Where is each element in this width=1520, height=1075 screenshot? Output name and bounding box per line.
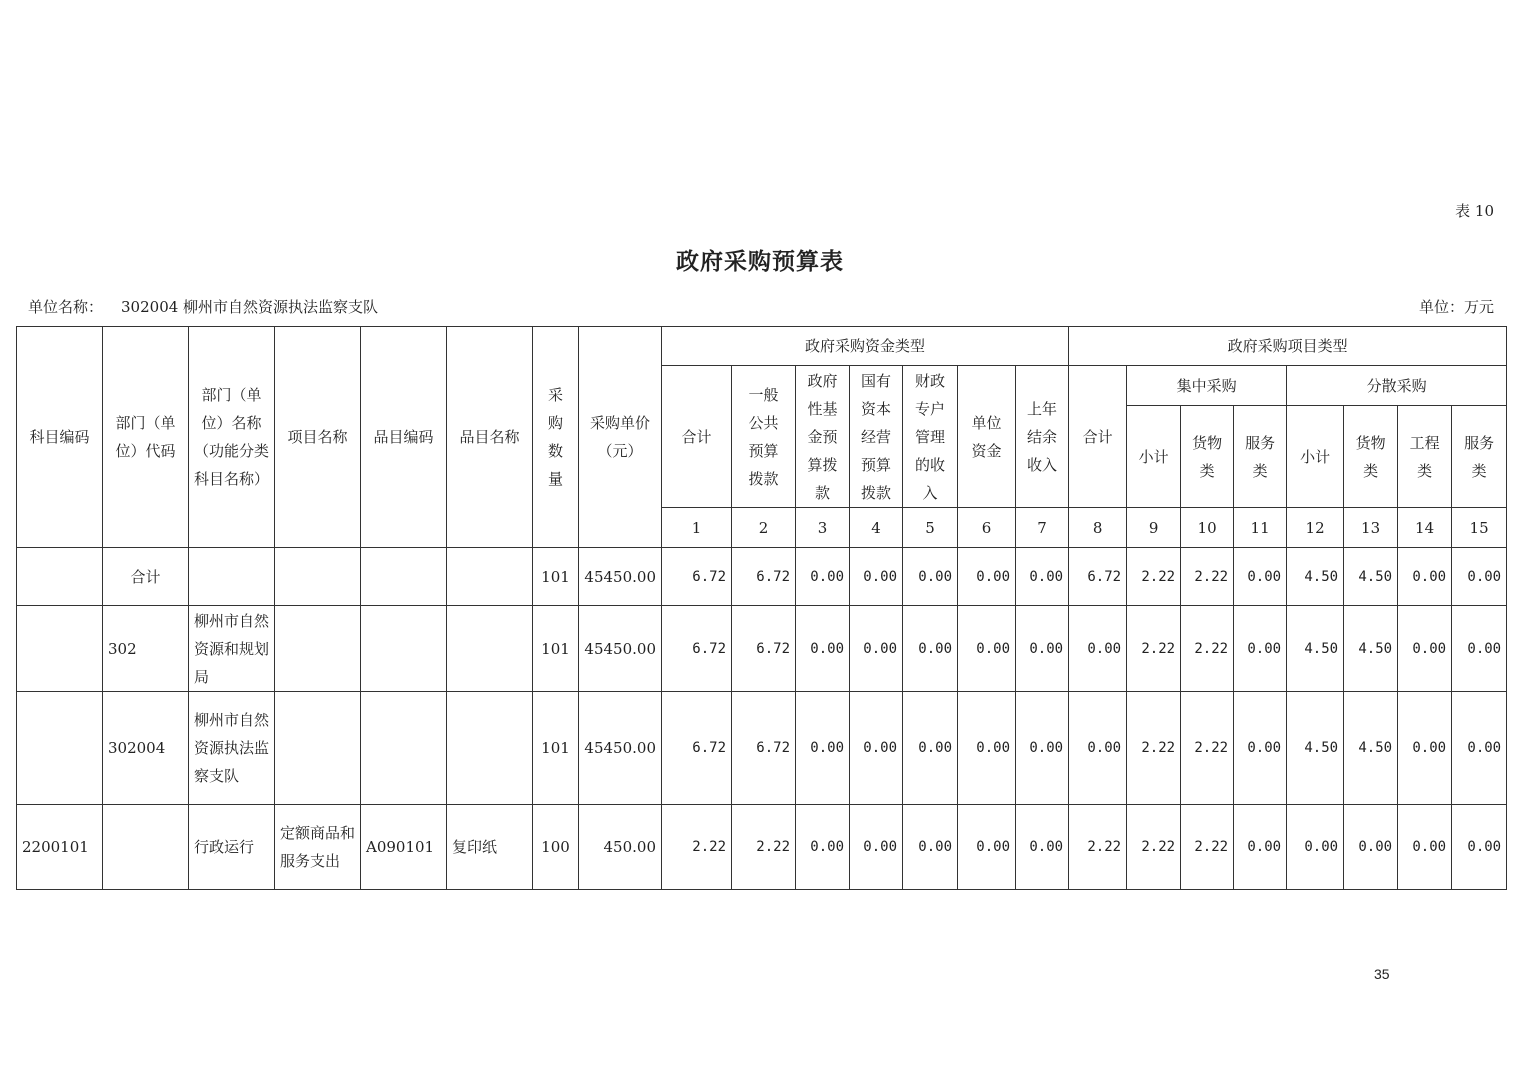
header-state-capital: 国有资本经营预算拨款	[850, 366, 903, 508]
cell-value: 6.72	[662, 606, 732, 692]
cell-quantity: 101	[533, 548, 579, 606]
cell-value: 0.00	[958, 606, 1016, 692]
header-decentralized: 分散采购	[1287, 366, 1507, 406]
cell-value: 4.50	[1344, 606, 1398, 692]
cell-value: 0.00	[958, 692, 1016, 805]
cell-value: 6.72	[1069, 548, 1127, 606]
header-proj-total: 合计	[1069, 366, 1127, 508]
cell-value: 0.00	[850, 805, 903, 890]
cell-value: 0.00	[1016, 805, 1069, 890]
cell-subject-code	[17, 692, 103, 805]
header-quantity: 采购数量	[533, 327, 579, 548]
table-row	[17, 805, 1507, 890]
cell-value: 0.00	[1016, 692, 1069, 805]
procurement-budget-table	[16, 326, 1507, 890]
header-dept-name: 部门（单位）名称（功能分类科目名称）	[189, 327, 275, 548]
cell-value: 0.00	[1452, 692, 1507, 805]
cell-value: 0.00	[903, 548, 958, 606]
cell-value: 0.00	[1234, 548, 1287, 606]
cell-value: 0.00	[850, 606, 903, 692]
cell-value: 0.00	[1398, 548, 1452, 606]
column-number: 8	[1069, 508, 1127, 548]
column-number: 10	[1181, 508, 1234, 548]
header-prior-balance: 上年结余收入	[1016, 366, 1069, 508]
cell-quantity: 100	[533, 805, 579, 890]
cell-dept-code: 302004	[103, 692, 189, 805]
table-row	[17, 692, 1507, 805]
cell-unit-price: 45450.00	[579, 548, 662, 606]
header-d-services: 服务类	[1452, 406, 1507, 508]
cell-item-code	[361, 606, 447, 692]
cell-value: 6.72	[662, 692, 732, 805]
cell-value: 2.22	[1181, 805, 1234, 890]
cell-project-name: 定额商品和服务支出	[275, 805, 361, 890]
cell-item-code	[361, 548, 447, 606]
column-number: 5	[903, 508, 958, 548]
cell-value: 0.00	[958, 805, 1016, 890]
cell-value: 0.00	[1234, 606, 1287, 692]
cell-value: 2.22	[1127, 692, 1181, 805]
cell-value: 0.00	[1016, 606, 1069, 692]
column-number: 9	[1127, 508, 1181, 548]
column-number: 12	[1287, 508, 1344, 548]
cell-dept-name	[189, 548, 275, 606]
cell-value: 2.22	[1127, 548, 1181, 606]
header-fund-total: 合计	[662, 366, 732, 508]
cell-item-name	[447, 606, 533, 692]
header-c-goods: 货物类	[1181, 406, 1234, 508]
column-number: 13	[1344, 508, 1398, 548]
column-number: 1	[662, 508, 732, 548]
table-row	[17, 606, 1507, 692]
cell-value: 2.22	[1127, 606, 1181, 692]
cell-value: 0.00	[1234, 805, 1287, 890]
column-number: 11	[1234, 508, 1287, 548]
cell-value: 0.00	[796, 805, 850, 890]
cell-item-code: A090101	[361, 805, 447, 890]
cell-subject-code: 2200101	[17, 805, 103, 890]
cell-value: 0.00	[850, 692, 903, 805]
cell-value: 0.00	[1452, 606, 1507, 692]
column-number: 3	[796, 508, 850, 548]
header-gov-fund: 政府性基金预算拨款	[796, 366, 850, 508]
cell-value: 0.00	[903, 692, 958, 805]
table-number: 表 10	[1455, 202, 1494, 220]
page-number: 35	[1374, 966, 1390, 982]
cell-value: 4.50	[1287, 606, 1344, 692]
header-project-name: 项目名称	[275, 327, 361, 548]
cell-item-name	[447, 692, 533, 805]
column-number: 7	[1016, 508, 1069, 548]
cell-item-name	[447, 548, 533, 606]
cell-project-name	[275, 692, 361, 805]
cell-value: 0.00	[1287, 805, 1344, 890]
header-c-services: 服务类	[1234, 406, 1287, 508]
header-general-budget: 一般公共预算拨款	[732, 366, 796, 508]
cell-dept-name: 柳州市自然资源执法监察支队	[189, 692, 275, 805]
cell-value: 0.00	[958, 548, 1016, 606]
cell-value: 0.00	[796, 606, 850, 692]
column-number: 15	[1452, 508, 1507, 548]
cell-unit-price: 45450.00	[579, 606, 662, 692]
cell-value: 2.22	[1069, 805, 1127, 890]
cell-value: 0.00	[1398, 606, 1452, 692]
cell-value: 0.00	[1016, 548, 1069, 606]
cell-dept-code	[103, 805, 189, 890]
column-number: 6	[958, 508, 1016, 548]
cell-dept-code: 合计	[103, 548, 189, 606]
unit-name-label: 单位名称：	[28, 298, 104, 316]
header-unit-price: 采购单价（元）	[579, 327, 662, 548]
cell-subject-code	[17, 606, 103, 692]
cell-value: 0.00	[1398, 805, 1452, 890]
cell-value: 2.22	[1181, 548, 1234, 606]
column-number: 2	[732, 508, 796, 548]
cell-unit-price: 45450.00	[579, 692, 662, 805]
unit-name-line	[28, 296, 378, 317]
cell-item-name: 复印纸	[447, 805, 533, 890]
cell-project-name	[275, 606, 361, 692]
cell-value: 0.00	[1069, 606, 1127, 692]
cell-value: 2.22	[662, 805, 732, 890]
cell-value: 0.00	[903, 606, 958, 692]
cell-value: 2.22	[1181, 692, 1234, 805]
header-dept-code: 部门（单位）代码	[103, 327, 189, 548]
cell-value: 0.00	[903, 805, 958, 890]
page-title: 政府采购预算表	[676, 248, 844, 275]
table-row	[17, 548, 1507, 606]
header-d-goods: 货物类	[1344, 406, 1398, 508]
cell-item-code	[361, 692, 447, 805]
header-item-code: 品目编码	[361, 327, 447, 548]
cell-subject-code	[17, 548, 103, 606]
cell-value: 6.72	[732, 692, 796, 805]
cell-dept-code: 302	[103, 606, 189, 692]
cell-value: 4.50	[1344, 548, 1398, 606]
cell-value: 0.00	[1452, 805, 1507, 890]
cell-value: 6.72	[732, 606, 796, 692]
cell-value: 0.00	[1234, 692, 1287, 805]
cell-value: 0.00	[796, 692, 850, 805]
cell-value: 0.00	[1398, 692, 1452, 805]
unit-measure: 单位：万元	[1418, 298, 1494, 316]
cell-value: 0.00	[1344, 805, 1398, 890]
cell-value: 6.72	[662, 548, 732, 606]
cell-value: 0.00	[850, 548, 903, 606]
cell-value: 4.50	[1344, 692, 1398, 805]
cell-value: 2.22	[1181, 606, 1234, 692]
unit-name-value: 302004 柳州市自然资源执法监察支队	[121, 298, 379, 316]
header-subject-code: 科目编码	[17, 327, 103, 548]
cell-dept-name: 柳州市自然资源和规划局	[189, 606, 275, 692]
header-d-works: 工程类	[1398, 406, 1452, 508]
cell-project-name	[275, 548, 361, 606]
header-centralized: 集中采购	[1127, 366, 1287, 406]
column-number: 14	[1398, 508, 1452, 548]
header-c-subtotal: 小计	[1127, 406, 1181, 508]
header-project-type: 政府采购项目类型	[1069, 327, 1507, 366]
cell-value: 2.22	[732, 805, 796, 890]
cell-value: 0.00	[1452, 548, 1507, 606]
header-special-account: 财政专户管理的收入	[903, 366, 958, 508]
cell-value: 2.22	[1127, 805, 1181, 890]
header-d-subtotal: 小计	[1287, 406, 1344, 508]
cell-quantity: 101	[533, 692, 579, 805]
cell-value: 0.00	[796, 548, 850, 606]
cell-value: 0.00	[1069, 692, 1127, 805]
cell-unit-price: 450.00	[579, 805, 662, 890]
cell-value: 6.72	[732, 548, 796, 606]
cell-quantity: 101	[533, 606, 579, 692]
header-item-name: 品目名称	[447, 327, 533, 548]
header-fund-type: 政府采购资金类型	[662, 327, 1069, 366]
column-number: 4	[850, 508, 903, 548]
cell-value: 4.50	[1287, 692, 1344, 805]
cell-value: 4.50	[1287, 548, 1344, 606]
cell-dept-name: 行政运行	[189, 805, 275, 890]
header-unit-fund: 单位资金	[958, 366, 1016, 508]
